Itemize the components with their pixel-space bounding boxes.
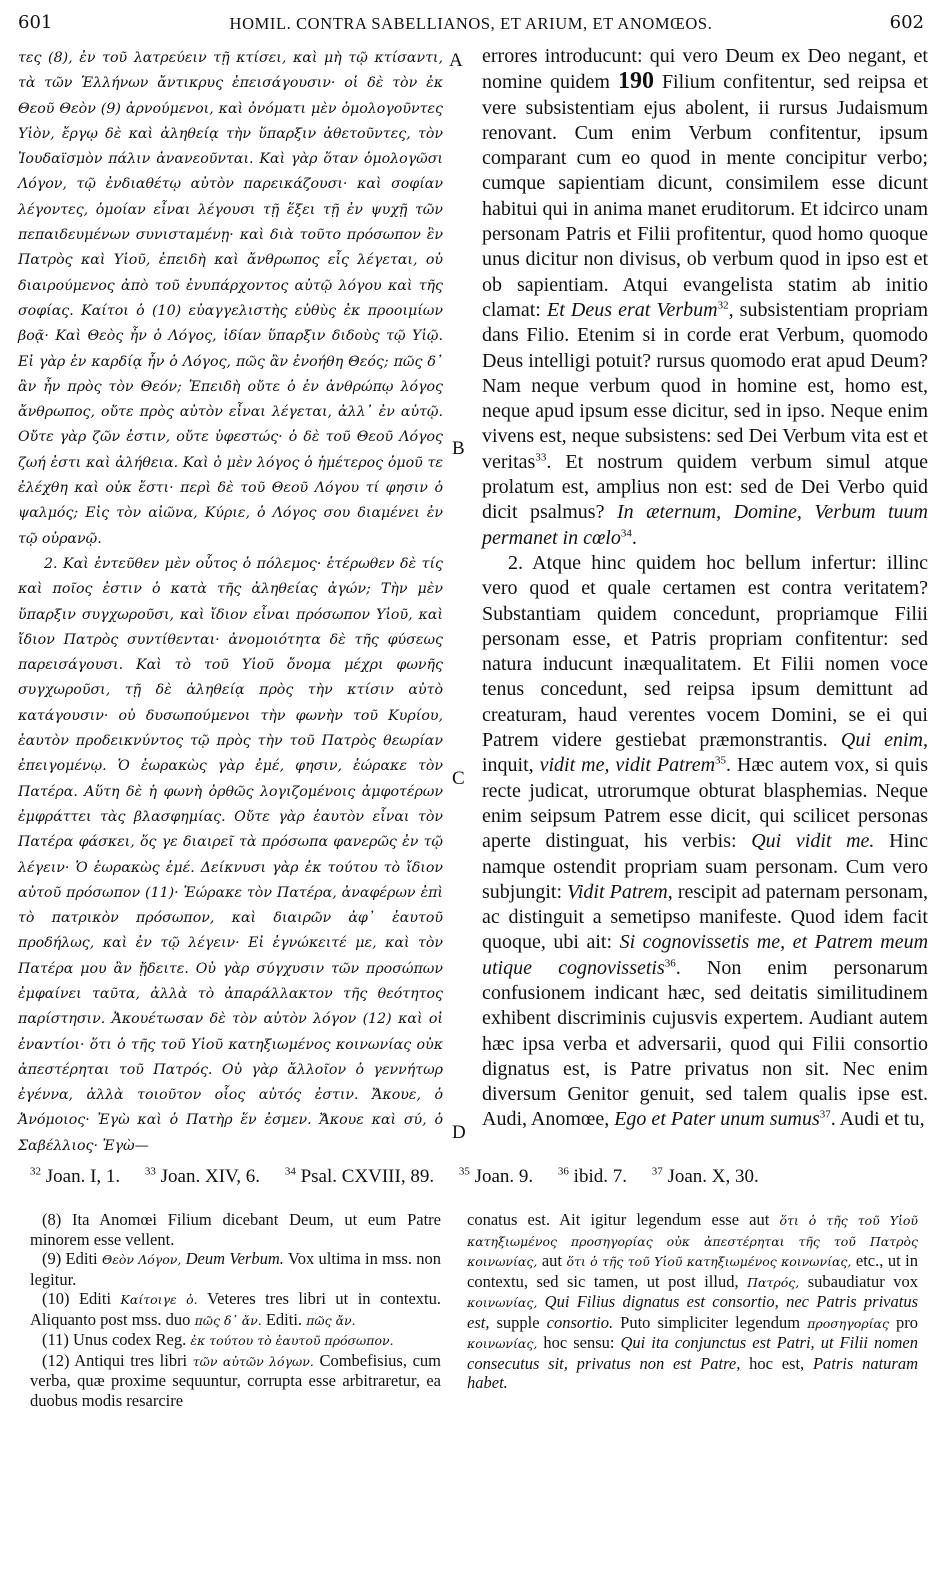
- footnote: (11) Unus codex Reg. ἐκ τούτου τὸ ἑαυτοῦ πρόσωπον.: [42, 1330, 394, 1349]
- greek-column: [18, 46, 443, 1159]
- page-number-left: 601: [18, 12, 53, 33]
- footnotes-left: [30, 1210, 441, 1410]
- reference-item: $^{34}$ Psal. CXVIII, 89.: [284, 1165, 435, 1187]
- greek-paragraph: 2. Καὶ ἐντεῦθεν μὲν οὗτος ὁ πόλεμος· ἑτέρωθεν δὲ τίς καὶ ποῖος ἐστιν ὁ κατὰ τῆς ἀληθείας ἀγών; Τὴν μὲν ὕπαρξιν συγχωροῦσι, καὶ ἴδιον εἶναι πρόσωπον Υἱοῦ, καὶ ἴδιον Πατρὸς συντίθενται· ἀνομοιότητα δὲ τῆς φύσεως παρεισάγουσι. Καὶ τὸ τοῦ Υἱοῦ ὄνομα μέχρι φωνῆς συγχωροῦσι, τῇ δὲ ἀληθείᾳ πρὸς τὴν κτίσιν αὐτὸ κατάγουσιν· οὐ δυσωπούμενοι τὴν φωνὴν τοῦ Κυρίου, ἑαυτὸν προδεικνύντος τῷ πρὸς τὴν τοῦ Πατρὸς θεωρίαν ἐπειγομένῳ. Ὁ ἑωρακὼς γὰρ ἐμέ, φησιν, ἑώρακε τὸν Πατέρα. Αὕτη δὲ ἡ φωνὴ ὀρθῶς λογιζομένοις ἀμφοτέρων ἐμφράττει τὰς βλασφημίας. Οὔτε γὰρ ἑαυτὸν εἶναι τὸν Πατέρα φάσκει, ὅς γε διαιρεῖ τὰ πρόσωπα φανερῶς ἐν τῷ λέγειν· Ὁ ἑωρακὼς ἐμέ. Δείκνυσι γὰρ ἐκ τούτου τὸ ἴδιον αὐτοῦ πρόσωπον (11)· Ἑώρακε τὸν Πατέρα, ἀναφέρων ἐπὶ τὸ πατρικὸν πρόσωπον, καὶ διαιρῶν ἀφ᾽ ἑαυτοῦ προδήλως, καὶ ἐν τῷ λέγειν· Εἰ ἐγνώκειτέ με, καὶ τὸν Πατέρα μου ἂν ᾔδειτε. Οὐ γὰρ σύγχυσιν τῶν προσώπων ἐμφαίνει ταῦτα, ἀλλὰ τὸ ἀπαράλλακτον τῆς θεότητος παρίστησιν. Ἀκουέτωσαν δὲ τὸν αὐτὸν λόγον (12) καὶ οἱ ἐναντίοι· ὅτι ὁ τῆς τοῦ Υἱοῦ κατηξιωμένος κοινωνίας οὐκ ἀπεστέρηται τοῦ Πατρός. Οὐ γὰρ ἄλλοῖον ὁ γεννήτωρ ἐγέννα, ἀλλὰ τοιοῦτον οἷος αὐτός ἐστιν. Ἄκουε, ὁ Ἀνόμοιος· Ἐγὼ καὶ ὁ Πατὴρ ἕν ἐσμεν. Ἄκουε καὶ σύ, ὁ Σαβέλλιος· Ἐγὼ—: [18, 555, 443, 1154]
- margin-letter-b: B: [452, 438, 465, 459]
- margin-letter-c: C: [452, 768, 465, 789]
- latin-paragraph-2: 2. Atque hinc quidem hoc bellum infertur: illinc vero quod et quale certamen est contra veritatem? Substantiam quidem concedunt, propriamque Filii personam esse, et Patris propriam confitentur: sed natura inducunt inæqualitatem. Et Filii nomen voce tenus concedunt, sed reipsa ipsum demittunt ad creaturam, haud verentes vocem Domini, se ei qui Patrem videre gestiebat præmonstrantis. Qui enim, inquit, vidit me, vidit Patrem$^{35}$. Hæc autem vox, si quis recte judicat, utrorumque obturat blasphemias. Neque enim seipsum Patrem esse dicit, qui scilicet personas aperte distinguat, his verbis: Qui vidit me. Hinc namque ostendit propriam suam personam. Cum vero subjungit: Vidit Patrem, rescipit ad paternam personam, ac distinguit a semetipso manifeste. Quod idem facit quoque, ubi ait: Si cognovissetis me, et Patrem meum utique cognovissetis$^{36}$. Non enim personarum confusionem indicant hæc, sed deitatis similitudinem exhibent discriminis cujusvis expertem. Audiant autem hæc ipsa verba et adversarii, quod qui Filii consortio dignatus est, is Patre privatus non sit. Nec enim diversum Genitor genuit, sed talem qualis ipse est. Audi, Anomœe, Ego et Pater unum sumus$^{37}$. Audi et tu,: [482, 551, 929, 1131]
- reference-item: $^{35}$ Joan. 9.: [458, 1165, 534, 1187]
- footnotes-right: [467, 1210, 918, 1393]
- page-header: [18, 10, 924, 38]
- scripture-references: [30, 1166, 910, 1188]
- running-title: HOMIL. CONTRA SABELLIANOS, ET ARIUM, ET ANOMŒOS.: [229, 14, 713, 33]
- margin-letter-d: D: [452, 1122, 466, 1143]
- footnote-continuation: conatus est. Ait igitur legendum esse aut ὅτι ὁ τῆς τοῦ Υἱοῦ κατηξιωμένος προσηγορίας οὐκ ἀπεστέρηται τῆς τοῦ Πατρὸς κοινωνίας, aut ὅτι ὁ τῆς τοῦ Υἱοῦ κατηξιωμένος κοινωνίας, etc., ut in contextu, sed sic tamen, ut post illud, Πατρός, subaudiatur vox κοινωνίας, Qui Filius dignatus est consortio, nec Patris privatus est, supple consortio. Puto simpliciter legendum προσηγορίας pro κοινωνίας, hoc sensu: Qui ita conjunctus est Patri, ut Filii nomen consecutus sit, privatus non est Patre, hoc est, Patris naturam habet.: [467, 1210, 919, 1392]
- latin-paragraph-1: errores introducunt: qui vero Deum ex Deo negant, et nomine quidem 190 Filium confitentur, sed reipsa et vere subsistentiam ejus abolent, ii rursus Judaismum renovant. Cum enim Verbum confitentur, ipsum comparant cum eo quod in mente concipitur verbo; cumque sapientiam dicunt, consimilem esse dicunt habitui qui in anima manet eruditorum. Et idcirco unam personam Patris et Filii profitentur, quod homo quoque unus dicitur non divisus, ob verbum quod in ipso est et ob sapientiam. Atqui evangelista statim ab initio clamat: Et Deus erat Verbum$^{32}$, subsistentiam propriam dans Filio. Etenim si in corde erat Verbum, quomodo Deus intelligi potuit? rursus quomodo erat apud Deum? Nam neque verbum quod in homine est, homo est, neque apud ipsum esse dicitur, sed in ipso. Neque enim vivens est, neque subsistens: sed Dei Verbum vita est et veritas$^{33}$. Et nostrum quidem verbum simul atque prolatum est, amplius non est: sed de Dei Verbo quid dicit psalmus? In æternum, Domine, Verbum tuum permanet in cœlo$^{34}$.: [482, 45, 929, 549]
- reference-item: $^{32}$ Joan. I, 1.: [30, 1165, 121, 1187]
- reference-item: $^{36}$ ibid. 7.: [557, 1165, 627, 1187]
- footnote: (12) Antiqui tres libri τῶν αὐτῶν λόγων. Combefisius, cum verba, quæ proxime sequuntur, corrupta esse arbitraretur, ea duobus modis resarcire: [30, 1350, 441, 1410]
- footnote: (8) Ita Anomœi Filium dicebant Deum, ut eum Patre minorem esse vellent.: [30, 1210, 441, 1249]
- margin-letter-a: A: [449, 50, 463, 71]
- column-number: 190: [617, 68, 654, 95]
- footnote: (9) Editi Θεὸν Λόγον, Deum Verbum. Vox ultima in mss. non legitur.: [30, 1249, 442, 1289]
- page-number-right: 602: [889, 12, 924, 33]
- reference-item: $^{33}$ Joan. XIV, 6.: [144, 1165, 261, 1187]
- footnote: (10) Editi Καίτοιγε ὁ. Veteres tres libri ut in contextu. Aliquanto post mss. duo πῶς δ᾽ ἄν. Editi. πῶς ἄν.: [30, 1289, 441, 1329]
- latin-column: [482, 44, 928, 1133]
- reference-item: $^{37}$ Joan. X, 30.: [651, 1165, 759, 1187]
- greek-paragraph: τες (8), ἐν τοῦ λατρεύειν τῇ κτίσει, καὶ μὴ τῷ κτίσαντι, τὰ τῶν Ἑλλήνων ἄντικρυς ἐπεισάγουσιν· οἱ δὲ τὸν ἐκ Θεοῦ Θεὸν (9) ἀρνούμενοι, καὶ ὀνόματι μὲν ὁμολογοῦντες Υἱὸν, ἔργῳ δὲ καὶ ἀληθείᾳ τὴν ὕπαρξιν ἀθετοῦντες, τὸν Ἰουδαϊσμὸν πάλιν ἀνανεοῦνται. Καὶ γὰρ ὅταν ὁμολογῶσι Λόγον, τῷ ἐνδιαθέτῳ αὐτὸν παρεικάζουσι· καὶ σοφίαν λέγοντες, ὁμοίαν εἶναι λέγουσι τῇ ἕξει τῇ ἐν ψυχῇ τῶν πεπαιδευμένων συνισταμένῃ· καὶ διὰ τοῦτο πρόσωπον ἓν Πατρὸς καὶ Υἱοῦ, ἐπειδὴ καὶ ἄνθρωπος εἷς λέγεται, οὐ διαιρούμενος ἀπὸ τοῦ ἐνυπάρχοντος αὐτῷ λόγου καὶ τῆς σοφίας. Καίτοι ὁ (10) εὐαγγελιστὴς εὐθὺς ἐκ προοιμίων βοᾷ· Καὶ Θεὸς ἦν ὁ Λόγος, ἰδίαν ὕπαρξιν διδοὺς τῷ Υἱῷ. Εἰ γὰρ ἐν καρδίᾳ ἦν ὁ Λόγος, πῶς ἂν ἐνοήθη Θεός; πῶς δ᾽ ἂν ἦν πρὸς τὸν Θεόν; Ἐπειδὴ οὔτε ὁ ἐν ἀνθρώπῳ λόγος ἄνθρωπος, οὔτε πρὸς αὐτὸν εἶναι λέγεται, ἀλλ᾽ ἐν αὐτῷ. Οὔτε γὰρ ζῶν ἐστιν, οὔτε ὑφεστώς· ὁ δὲ τοῦ Θεοῦ Λόγος ζωή ἐστι καὶ ἀλήθεια. Καὶ ὁ μὲν λόγος ὁ ἡμέτερος ὁμοῦ τε ἐλέχθη καὶ οὐκ ἔστι· περὶ δὲ τοῦ Θεοῦ Λόγου τί φησιν ὁ ψαλμός; Εἰς τὸν αἰῶνα, Κύριε, ὁ Λόγος σου διαμένει ἐν τῷ οὐρανῷ.: [18, 50, 443, 547]
